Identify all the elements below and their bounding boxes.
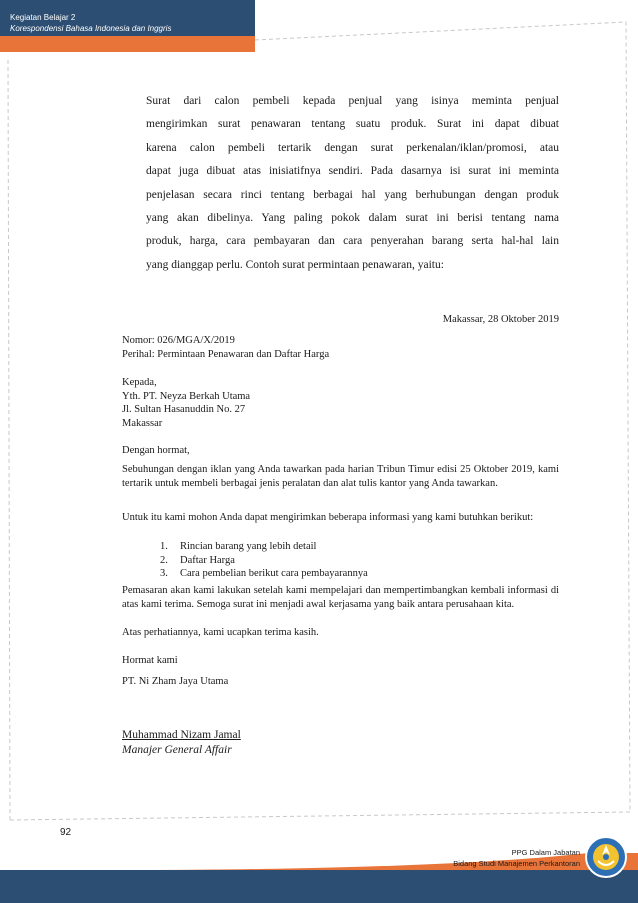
letter-number: Nomor: 026/MGA/X/2019 <box>122 335 235 346</box>
letter-request-list <box>160 540 368 581</box>
letter-company: PT. Ni Zham Jaya Utama <box>122 676 229 687</box>
letter-paragraph-3: Pemasaran akan kami lakukan setelah kami mempelajari dan mempertimbangkan kembali informasi di atas kami terima. Semoga surat ini menjadi awal kerjasama yang baik antara perusahaan kita. <box>122 585 559 610</box>
signer-title: Manajer General Affair <box>122 743 232 756</box>
letter-salutation: Dengan hormat, <box>122 445 190 456</box>
header-subtitle: Korespondensi Bahasa Indonesia dan Inggris <box>10 24 172 33</box>
letter-subject: Perihal: Permintaan Penawaran dan Daftar Harga <box>122 348 330 360</box>
footer-line-1: PPG Dalam Jabatan <box>511 848 580 857</box>
list-item: 1. Rincian barang yang lebih detail <box>160 541 317 552</box>
intro-line: yang dianggap perlu. Contoh surat permintaan penawaran, yaitu: <box>146 258 444 271</box>
recipient-kepada: Kepada, <box>122 377 157 388</box>
footer-line-2: Bidang Studi Manajemen Perkantoran <box>453 859 580 868</box>
list-item: 3. Cara pembelian berikut cara pembayarannya <box>160 568 368 579</box>
footer-band <box>0 870 638 903</box>
list-item: 2. Daftar Harga <box>160 554 235 566</box>
intro-line: dapat juga dibuat atas inisiatifnya sendiri. Pada dasarnya isi surat ini meminta <box>146 165 559 178</box>
intro-line: Surat dari calon pembeli kepada penjual yang isinya meminta penjual <box>146 95 559 107</box>
signer-name: Muhammad Nizam Jamal <box>122 729 241 741</box>
letter-hormat: Hormat kami <box>122 655 178 666</box>
intro-line: yang akan dibelinya. Yang paling pokok dalam surat ini berisi tentang nama <box>146 212 559 225</box>
footer-text <box>453 847 580 869</box>
recipient-address: Jl. Sultan Hasanuddin No. 27 <box>122 404 246 415</box>
intro-line: produk, harga, cara pembayaran dan cara penyerahan barang serta hal-hal lain <box>146 235 559 248</box>
tut-wuri-handayani-logo-icon <box>584 835 628 879</box>
recipient-name: Yth. PT. Neyza Berkah Utama <box>122 390 251 402</box>
signature-block <box>122 729 559 757</box>
letter-closing-line: Atas perhatiannya, kami ucapkan terima kasih. <box>122 627 319 638</box>
intro-paragraph <box>146 90 559 277</box>
letter-recipient <box>122 376 559 430</box>
recipient-city: Makassar <box>122 417 163 429</box>
letter-date: Makassar, 28 Oktober 2019 <box>442 314 559 325</box>
intro-line: karena calon pembeli tertarik dengan surat perkenalan/iklan/promosi, atau <box>146 141 559 154</box>
intro-line: penjelasan secara rinci tentang berbagai hal yang berhubungan dengan produk <box>146 188 559 201</box>
letter-paragraph-2: Untuk itu kami mohon Anda dapat mengirimkan beberapa informasi yang kami butuhkan berikut: <box>122 512 534 523</box>
intro-line: mengirimkan surat penawaran tentang suatu produk. Surat ini dapat dibuat <box>146 118 559 131</box>
page-number: 92 <box>60 827 72 838</box>
letter-header <box>122 334 559 361</box>
letter-paragraph-1: Sebuhungan dengan iklan yang Anda tawarkan pada harian Tribun Timur edisi 25 Oktober 2019, kami tertarik untuk membeli berbagai jenis peralatan dan alat tulis kantor yang Anda tawarkan. <box>122 464 559 489</box>
header-title: Kegiatan Belajar 2 <box>10 13 76 22</box>
